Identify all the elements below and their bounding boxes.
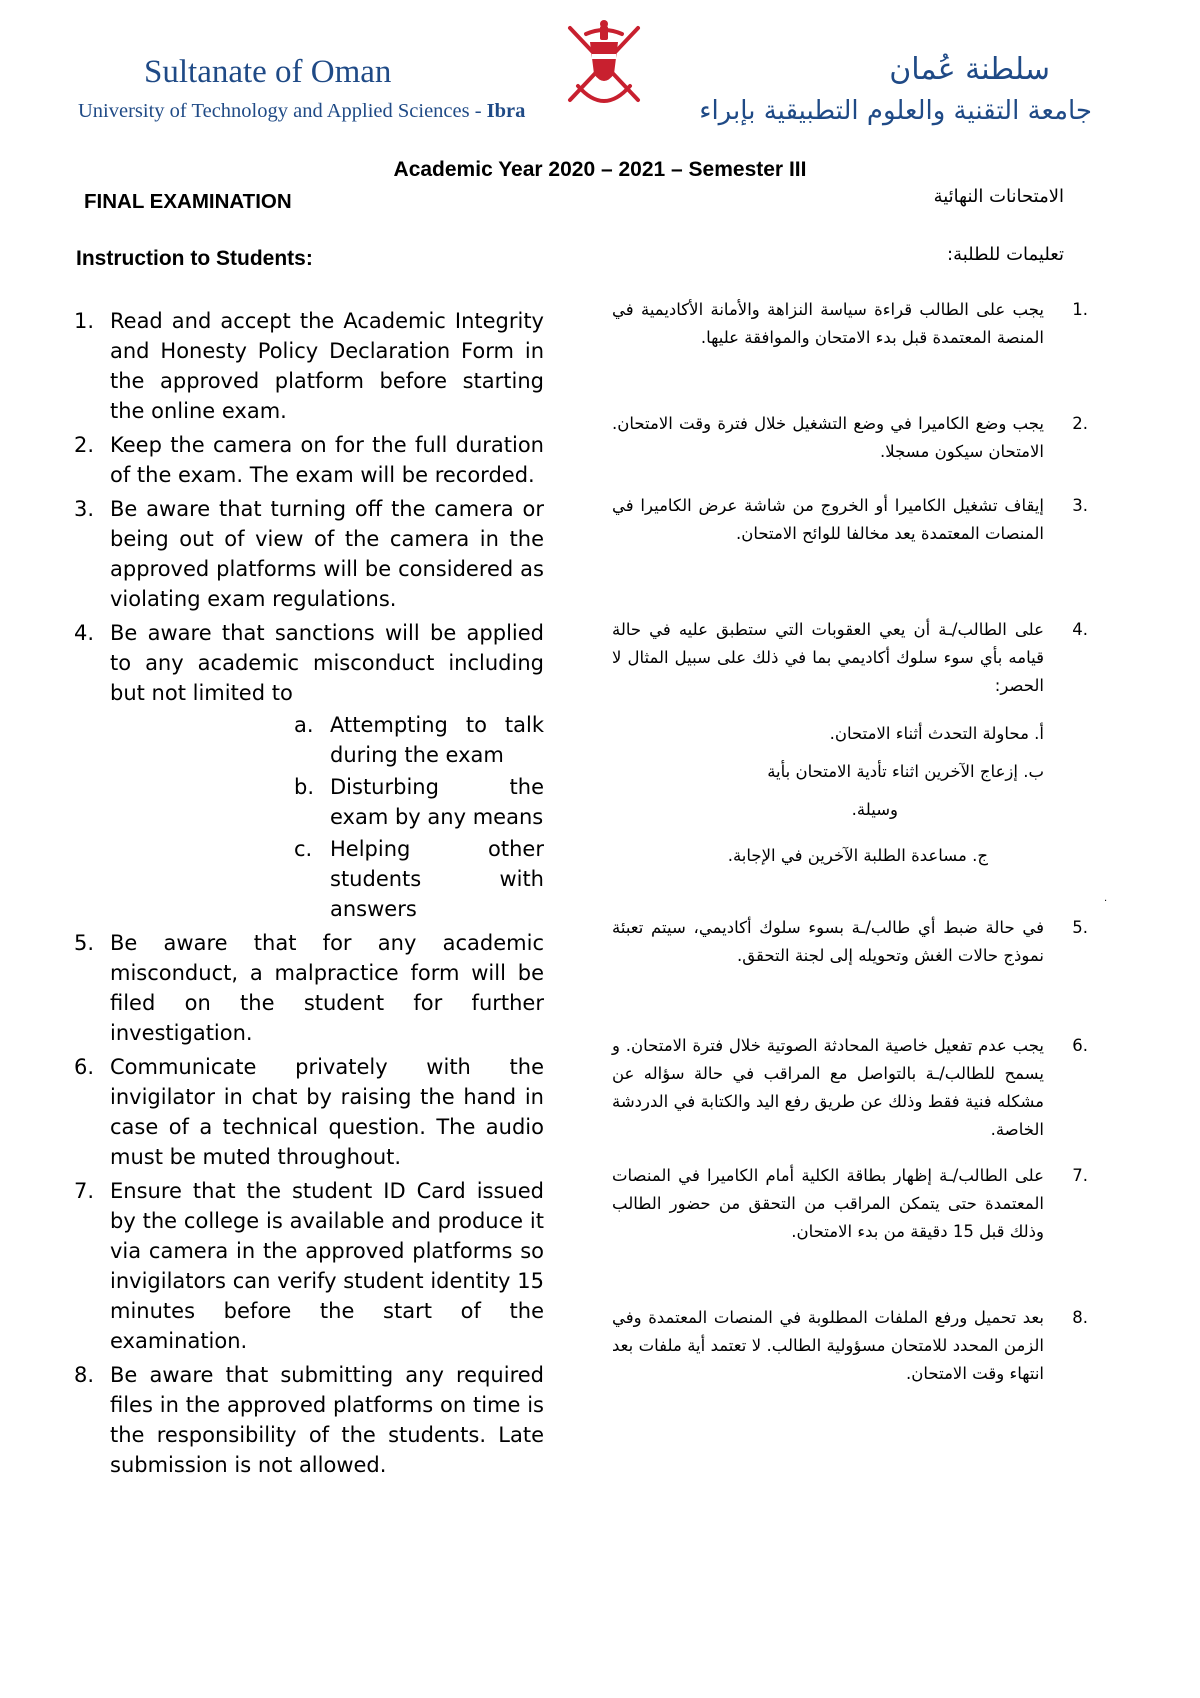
instructions-heading-ar: تعليمات للطلبة: xyxy=(947,244,1064,265)
instruction-item-ar xyxy=(612,914,1088,970)
sublist-item xyxy=(294,710,544,770)
instruction-item-ar xyxy=(612,296,1088,352)
instruction-text-ar: على الطالب/ـة أن يعي العقوبات التي ستطبق عليه في حالة قيامه بأي سوء سلوك أكاديمي بما في ذلك على سبيل المثال لا الحصر: xyxy=(612,620,1044,695)
final-examination-heading: FINAL EXAMINATION xyxy=(84,190,292,213)
instruction-text: Read and accept the Academic Integrity and Honesty Policy Declaration Form in the approved platform before starting the online exam. xyxy=(110,309,544,423)
instruction-item xyxy=(74,1176,544,1356)
instruction-item xyxy=(74,928,544,1048)
instruction-text-ar: يجب على الطالب قراءة سياسة النزاهة والأمانة الأكاديمية في المنصة المعتمدة قبل بدء الامتحان والموافقة عليها. xyxy=(612,300,1044,347)
sublist-letter: c. xyxy=(294,837,313,861)
instruction-item-ar xyxy=(612,1032,1088,1144)
instructions-heading: Instruction to Students: xyxy=(76,247,313,270)
instruction-text: Keep the camera on for the full duration of the exam. The exam will be recorded. xyxy=(110,433,544,487)
header-title-ar: سلطنة عُمان xyxy=(889,52,1050,87)
instruction-number-ar: .6 xyxy=(1072,1036,1088,1055)
instruction-text: Ensure that the student ID Card issued by the college is available and produce it via camera in the approved platforms so invigilators can verify student identity 15 minutes before the start of the examination. xyxy=(110,1179,544,1353)
instruction-item-ar xyxy=(612,1304,1088,1388)
instruction-number: 3. xyxy=(74,497,95,521)
stray-mark: . xyxy=(1104,893,1108,904)
instruction-number-ar: .7 xyxy=(1072,1166,1088,1185)
instruction-text-ar: يجب وضع الكاميرا في وضع التشغيل خلال فترة وقت الامتحان. الامتحان سيكون مسجلا. xyxy=(612,414,1044,461)
instruction-item xyxy=(74,618,544,924)
sublist-item-ar: وسيلة. xyxy=(851,800,898,819)
sublist-text: Attempting to talk during the exam xyxy=(330,713,544,767)
instruction-item xyxy=(74,430,544,490)
instruction-item xyxy=(74,306,544,426)
instruction-text: Be aware that for any academic misconduct, a malpractice form will be filed on the student for further investigation. xyxy=(110,931,544,1045)
sanctions-sublist xyxy=(294,710,544,924)
academic-year: Academic Year 2020 – 2021 – Semester III xyxy=(393,158,807,181)
sublist-letter: b. xyxy=(294,775,315,799)
instruction-number: 7. xyxy=(74,1179,95,1203)
header-title-en: Sultanate of Oman xyxy=(144,54,392,90)
instruction-text-ar: على الطالب/ـة إظهار بطاقة الكلية أمام الكاميرا في المنصات المعتمدة حتى يتمكن المراقب من التحقق من حضور الطالب وذلك قبل 15 دقيقة من بدء الامتحان. xyxy=(612,1166,1044,1241)
instructions-list-en xyxy=(74,306,544,1484)
instruction-number-ar: .1 xyxy=(1072,300,1088,319)
instruction-number: 8. xyxy=(74,1363,95,1387)
instruction-text-ar: إيقاف تشغيل الكاميرا أو الخروج من شاشة عرض الكاميرا في المنصات المعتمدة يعد مخالفا للوائح الامتحان. xyxy=(612,496,1044,543)
sublist-text: Helping other students with answers xyxy=(330,837,544,921)
instruction-number: 5. xyxy=(74,931,95,955)
instruction-item-ar xyxy=(612,1162,1088,1246)
instruction-number-ar: .8 xyxy=(1072,1308,1088,1327)
instruction-number-ar: .3 xyxy=(1072,496,1088,515)
sublist-item-ar: ج. مساعدة الطلبة الآخرين في الإجابة. xyxy=(727,846,988,865)
instruction-item-ar xyxy=(612,410,1088,466)
instruction-item xyxy=(74,1052,544,1172)
instruction-number-ar: .5 xyxy=(1072,918,1088,937)
instruction-item xyxy=(74,1360,544,1480)
instruction-text-ar: يجب عدم تفعيل خاصية المحادثة الصوتية خلال فترة الامتحان. و يسمح للطالب/ـة بالتواصل مع المراقب في حالة سؤاله عن مشكله فنية فقط وذلك عن طريق رفع اليد والكتابة في الدردشة الخاصة. xyxy=(612,1036,1044,1139)
sublist-letter: a. xyxy=(294,713,314,737)
oman-emblem-icon xyxy=(556,16,652,112)
instruction-item-ar xyxy=(612,492,1088,548)
sublist-item xyxy=(294,834,544,924)
instruction-text-ar: في حالة ضبط أي طالب/ـة بسوء سلوك أكاديمي، سيتم تعبئة نموذج حالات الغش وتحويله إلى لجنة التحقق. xyxy=(612,918,1044,965)
sublist-text: Disturbing the exam by any means xyxy=(330,775,544,829)
header-subtitle-en: University of Technology and Applied Sciences - Ibra xyxy=(78,100,526,122)
instruction-text: Be aware that sanctions will be applied to any academic misconduct including but not limited to xyxy=(110,621,544,705)
instruction-number: 4. xyxy=(74,621,95,645)
instruction-text: Communicate privately with the invigilator in chat by raising the hand in case of a technical question. The audio must be muted throughout. xyxy=(110,1055,544,1169)
instruction-number-ar: .4 xyxy=(1072,620,1088,639)
instruction-item xyxy=(74,494,544,614)
instruction-text-ar: بعد تحميل ورفع الملفات المطلوبة في المنصات المعتمدة وفي الزمن المحدد للامتحان مسؤولية الطالب. لا تعتمد أية ملفات بعد انتهاء وقت الامتحان. xyxy=(612,1308,1044,1383)
instruction-text: Be aware that turning off the camera or being out of view of the camera in the approved platforms will be considered as violating exam regulations. xyxy=(110,497,544,611)
instruction-number: 1. xyxy=(74,309,95,333)
final-examination-heading-ar: الامتحانات النهائية xyxy=(933,186,1064,207)
sublist-item xyxy=(294,772,544,832)
sublist-item-ar: ب. إزعاج الآخرين اثناء تأدية الامتحان بأية xyxy=(767,762,1044,781)
instruction-number: 6. xyxy=(74,1055,95,1079)
instruction-number: 2. xyxy=(74,433,95,457)
instruction-number-ar: .2 xyxy=(1072,414,1088,433)
instruction-item-ar xyxy=(612,616,1088,700)
instruction-text: Be aware that submitting any required files in the approved platforms on time is the responsibility of the students. Late submission is not allowed. xyxy=(110,1363,544,1477)
sublist-item-ar: أ. محاولة التحدث أثناء الامتحان. xyxy=(829,724,1044,743)
header-subtitle-ar: جامعة التقنية والعلوم التطبيقية بإبراء xyxy=(699,96,1092,126)
